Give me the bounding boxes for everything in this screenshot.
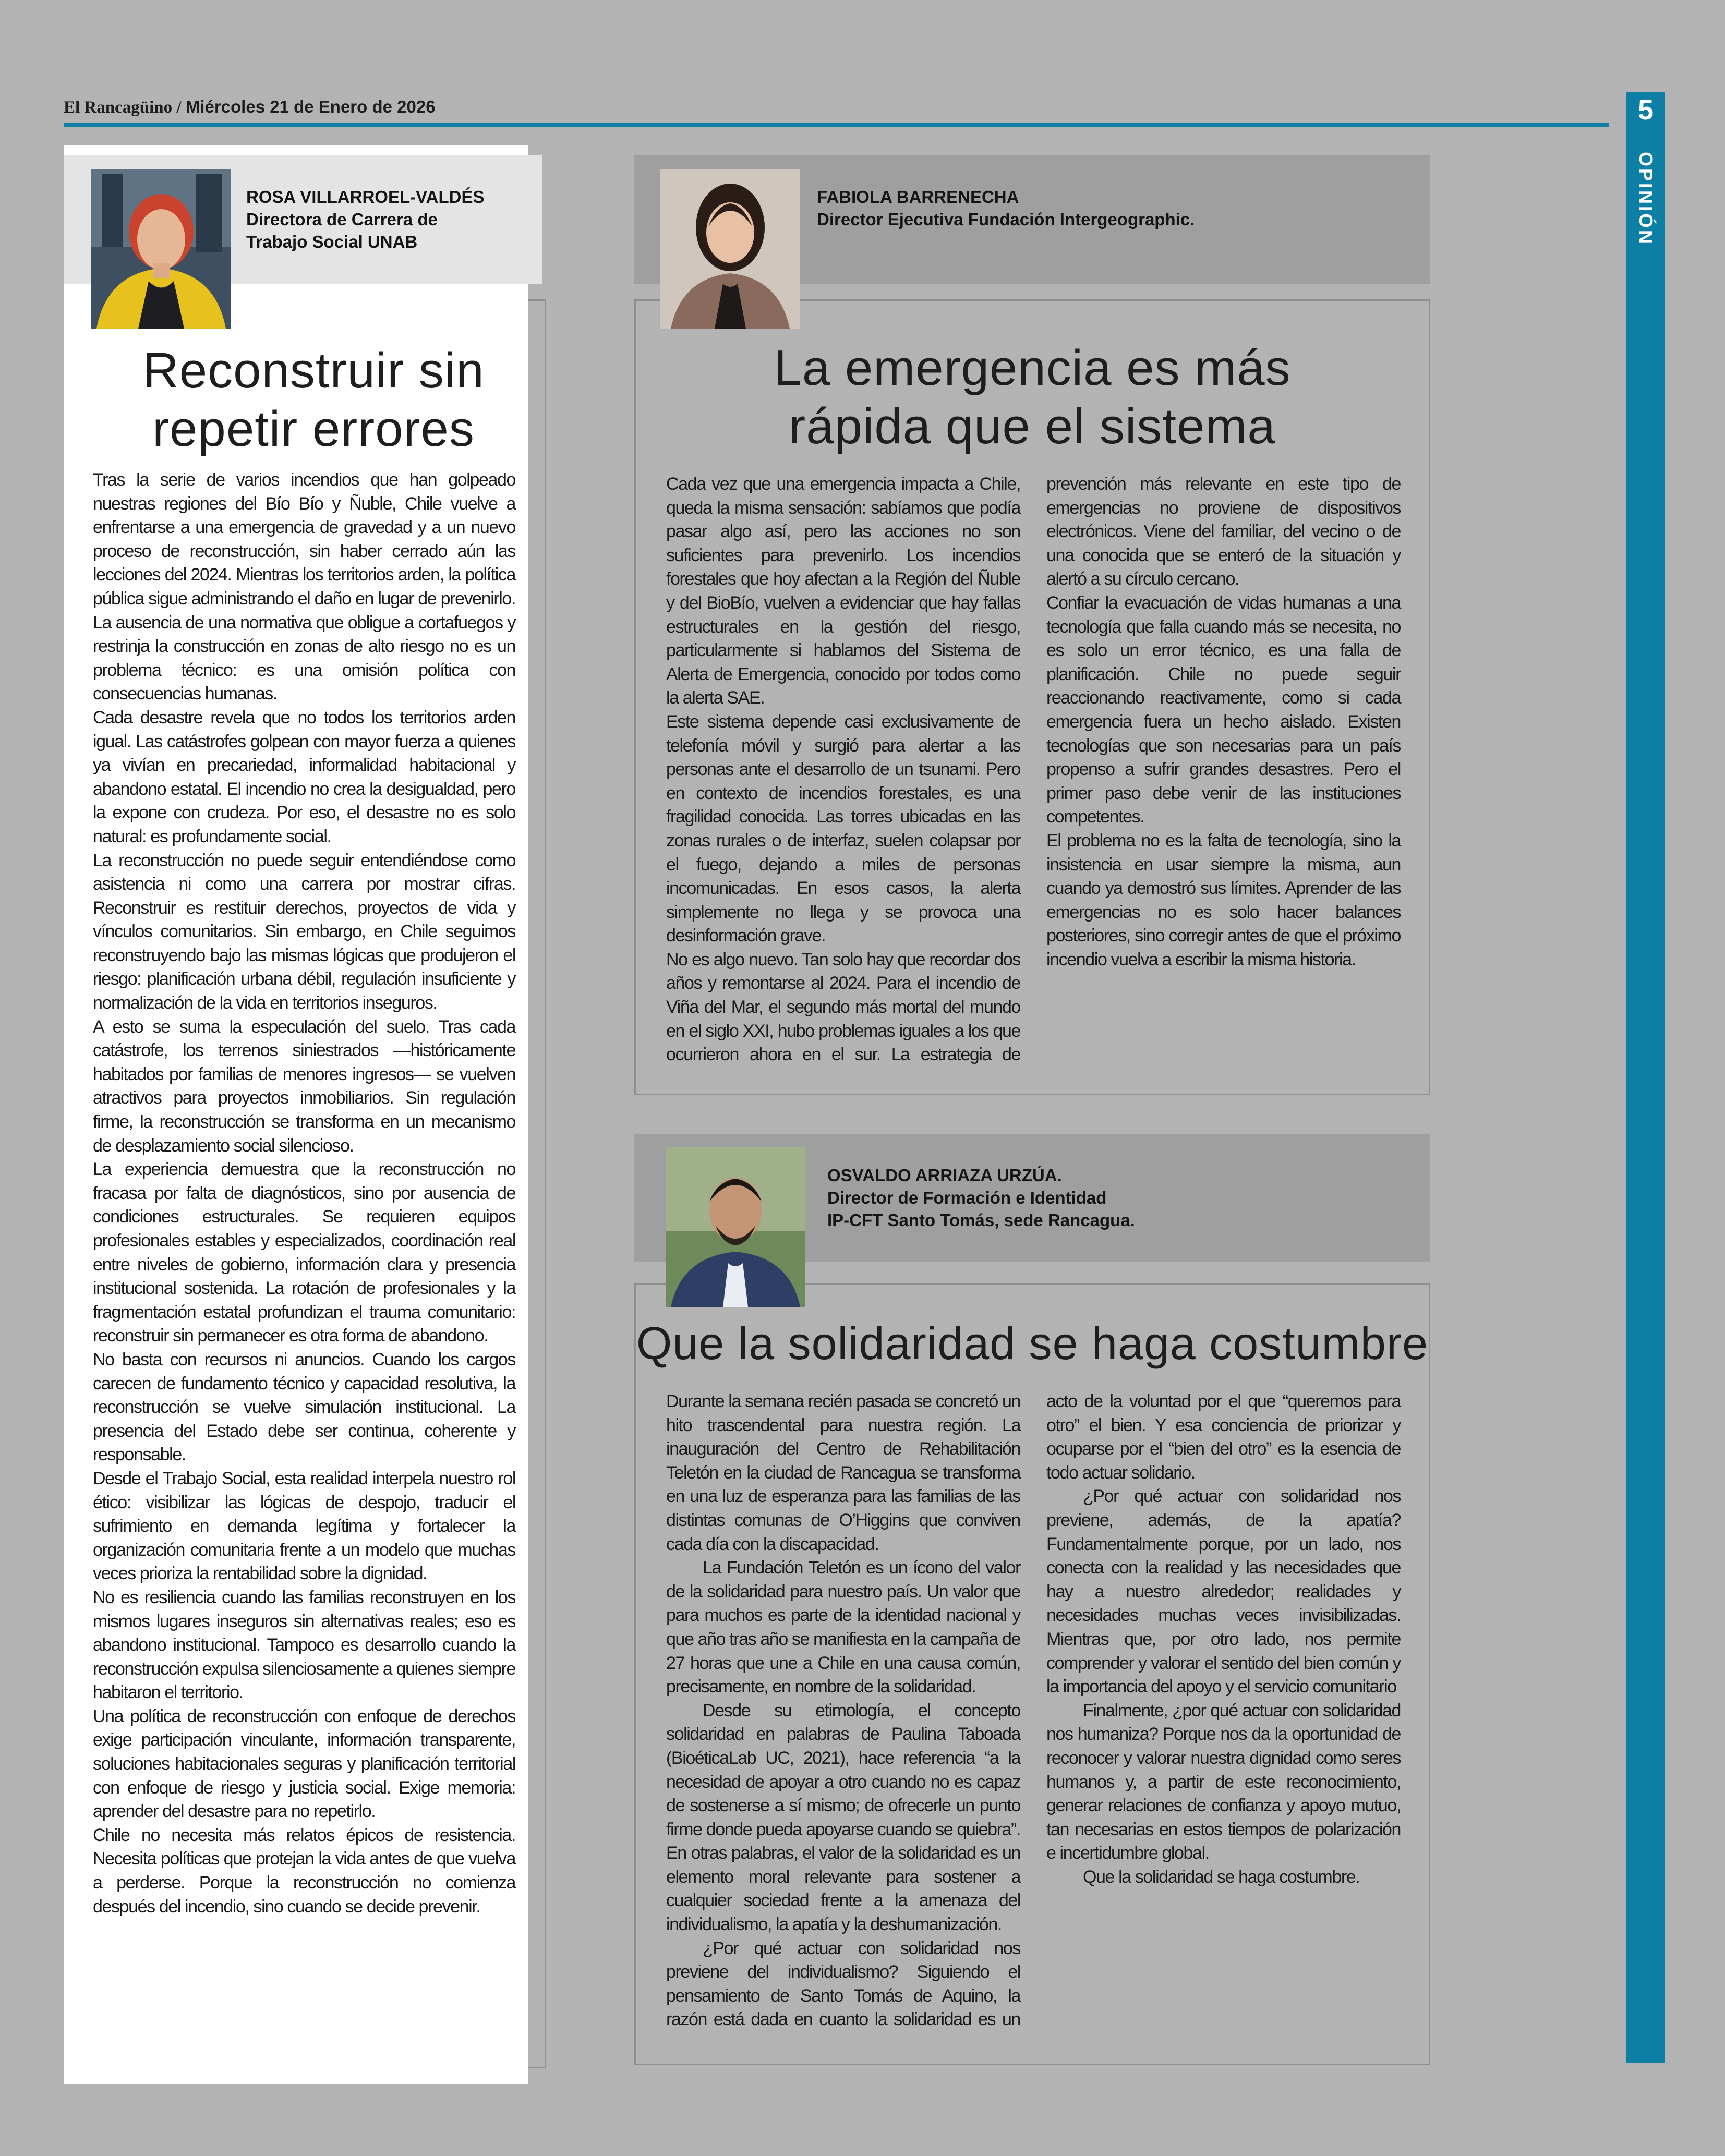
article-3-title [634, 1314, 1430, 1373]
article-1-paragraph: No basta con recursos ni anuncios. Cuando los cargos carecen de fundamento técnico y capacidad resolutiva, la reconstrucción se vuelve simulación institucional. La presencia del Estado debe ser continua, coherente y responsable. [93, 1349, 515, 1465]
article-1-paragraph: Desde el Trabajo Social, esta realidad interpela nuestro rol ético: visibilizar las lógicas de despojo, traducir el sufrimiento en demanda legítima y fortalecer la organización comunitaria frente a un modelo que muchas veces prioriza la rentabilidad sobre la dignidad. [93, 1468, 515, 1584]
article-1-byline [246, 186, 485, 253]
article-1-author-photo [91, 169, 231, 329]
article-3-byline [827, 1164, 1135, 1231]
article-2-author-photo [660, 169, 800, 329]
issue-date: Miércoles 21 de Enero de 2026 [185, 97, 436, 116]
article-1-title-line-2: repetir errores [152, 401, 475, 457]
article-2-byline [817, 186, 1195, 231]
article-1-paragraph: Cada desastre revela que no todos los territorios arden igual. Las catástrofes golpean con mayor fuerza a quienes ya vivían en precariedad, informalidad habitacional y abandono estatal. El incendio no crea la desigualdad, pero la expone con crudeza. Por eso, el desastre no es solo natural: es profundamente social. [93, 707, 515, 846]
article-1-author-name: ROSA VILLARROEL-VALDÉS [246, 187, 485, 207]
page-number: 5 [1637, 94, 1654, 126]
article-2-paragraph: No es algo nuevo. Tan solo hay que recordar dos años y remontarse al 2024. Para el incendio de Viña del Mar, el segundo más mortal del mundo en el siglo XXI, hubo problemas iguales a los que ocurrieron ahora en el sur. La estrategia de prevención más relevante en este tipo de emergencias no proviene de dispositivos electrónicos. Viene del familiar, del vecino o de una conocida que se enteró de la situación y alertó a su círculo cercano. [666, 474, 1401, 1065]
article-1-body [93, 468, 515, 2059]
masthead-rule [64, 123, 1609, 127]
article-3-paragraph: La Fundación Teletón es un ícono del valor de la solidaridad para nuestro país. Un valor que para muchos es parte de la identidad nacional y que año tras año se manifiesta en la campaña de 27 horas que une a Chile en una causa común, precisamente, en nombre de la solidaridad. [666, 1558, 1020, 1697]
article-3-author-name: OSVALDO ARRIAZA URZÚA. [827, 1166, 1062, 1185]
article-2-author-name: FABIOLA BARRENECHA [817, 187, 1019, 207]
article-1-paragraph: Una política de reconstrucción con enfoque de derechos exige participación vinculante, información transparente, soluciones habitacionales seguras y planificación territorial con enfoque de riesgo y justicia social. Exige memoria: aprender del desastre para no repetirlo. [93, 1706, 515, 1822]
article-3-paragraph: Finalmente, ¿por qué actuar con solidaridad nos humaniza? Porque nos da la oportunidad de reconocer y valorar nuestra dignidad como seres humanos y, a partir de este reconocimiento, generar relaciones de confianza y apoyo mutuo, tan necesarias en estos tiempos de polarización e incertidumbre global. [1046, 1700, 1401, 1863]
article-3-paragraph: Que la solidaridad se haga costumbre. [1083, 1867, 1360, 1887]
article-3-author-role-2: IP-CFT Santo Tomás, sede Rancagua. [827, 1210, 1135, 1230]
article-3-author-photo [666, 1147, 805, 1307]
article-1-author-role-1: Directora de Carrera de [246, 210, 438, 229]
article-2-title-line-1: La emergencia es más [774, 340, 1291, 396]
article-3-title-line-1: Que la solidaridad se haga costumbre [636, 1317, 1429, 1369]
article-2-title [634, 339, 1430, 456]
article-3-paragraph: Desde su etimología, el concepto solidaridad en palabras de Paulina Taboada (BioéticaLab UC, 2021), hace referencia “a la necesidad de apoyar a otro cuando no es capaz de sostenerse a sí mismo; de ofrecerle un punto firme donde pueda apoyarse cuando se quiebra”. En otras palabras, el valor de la solidaridad es un elemento moral relevante para sostener a cualquier sociedad frente a la amenaza del individualismo, la apatía y la deshumanización. [666, 1700, 1020, 1935]
article-2-paragraph: Este sistema depende casi exclusivamente de telefonía móvil y surgió para alertar a las personas ante el desarrollo de un tsunami. Pero en contexto de incendios forestales, es una fragilidad conocida. Las torres ubicadas en las zonas rurales o de interfaz, suelen colapsar por el fuego, dejando a miles de personas incomunicadas. En esos casos, la alerta simplemente no llega y se provoca una desinformación grave. [666, 711, 1020, 946]
article-1-paragraph: Tras la serie de varios incendios que han golpeado nuestras regiones del Bío Bío y Ñuble, Chile vuelve a enfrentarse a una emergencia de gravedad y a un nuevo proceso de reconstrucción, sin haber cerrado aún las lecciones del 2024. Mientras los territorios arden, la política pública sigue administrando el daño en lugar de prevenirlo. La ausencia de una normativa que obligue a cortafuegos y restrinja la construcción en zonas de alto riesgo no es un problema técnico: es una omisión política con consecuencias humanas. [93, 470, 515, 704]
author-portrait-icon [660, 169, 800, 329]
newspaper-name: El Rancagüino / [64, 98, 182, 117]
article-2-title-line-2: rápida que el sistema [789, 398, 1276, 454]
article-3-body [666, 1390, 1401, 2047]
article-1-title-line-1: Reconstruir sin [142, 343, 485, 398]
article-3-paragraph: ¿Por qué actuar con solidaridad nos previene, además, de la apatía? Fundamentalmente porque, por un lado, nos conecta con la realidad y las necesidades que hay a nuestro alrededor; realidades y necesidades muchas veces invisibilizadas. Mientras que, por otro lado, nos permite comprender y valorar el sentido del bien común y la importancia del apoyo y el servicio comunitario [1046, 1486, 1401, 1697]
article-2-paragraph: Confiar la evacuación de vidas humanas a una tecnología que falla cuando más se necesita, no es solo un error técnico, es una falla de planificación. Chile no puede seguir reaccionando reactivamente, como si cada emergencia fuera un hecho aislado. Existen tecnologías que son necesarias para un país propenso a sufrir grandes desastres. Pero el primer paso debe venir de las instituciones competentes. [1046, 592, 1401, 827]
article-1-paragraph: A esto se suma la especulación del suelo. Tras cada catástrofe, los terrenos siniestrados —históricamente habitados por familias de menores ingresos— se vuelven atractivos para proyectos inmobiliarios. Sin regulación firme, la reconstrucción se transforma en un mecanismo de desplazamiento social silencioso. [93, 1016, 515, 1156]
masthead [64, 97, 1602, 117]
article-2-author-role: Director Ejecutiva Fundación Intergeographic. [817, 210, 1195, 229]
article-1-paragraph: Chile no necesita más relatos épicos de resistencia. Necesita políticas que protejan la vida antes de que vuelva a perderse. Porque la reconstrucción no comienza después del incendio, sino cuando se decide prevenir. [93, 1825, 515, 1917]
article-2-body [666, 473, 1401, 1072]
article-1-author-role-2: Trabajo Social UNAB [246, 232, 418, 251]
author-portrait-icon [91, 169, 231, 329]
article-3-author-role-1: Director de Formación e Identidad [827, 1188, 1107, 1207]
author-portrait-icon [666, 1147, 805, 1307]
article-3-paragraph: ¿Por qué actuar con solidaridad nos previene del individualismo? Siguiendo el pensamiento de Santo Tomás de Aquino, la razón está dada en cuanto la solidaridad es un acto de la voluntad por el que “queremos para otro” el bien. Y esa conciencia de priorizar y ocuparse por el “bien del otro” es la esencia de todo actuar solidario. [666, 1391, 1401, 2030]
article-2-paragraph: Cada vez que una emergencia impacta a Chile, queda la misma sensación: sabíamos que podía pasar algo así, pero las acciones no son suficientes para prevenirlo. Los incendios forestales que hoy afectan a la Región del Ñuble y del BioBío, vuelven a evidenciar que hay fallas estructurales en la gestión del riesgo, particularmente si hablamos del Sistema de Alerta de Emergencia, conocido por todos como la alerta SAE. [666, 474, 1020, 708]
article-1-paragraph: La experiencia demuestra que la reconstrucción no fracasa por falta de diagnósticos, sino por ausencia de condiciones estructurales. Se requieren equipos profesionales estables y especializados, coordinación real entre niveles de gobierno, información clara y presencia institucional sostenida. La rotación de profesionales y la fragmentación estatal profundizan el trauma comunitario: reconstruir sin permanecer es otra forma de abandono. [93, 1159, 515, 1346]
article-2-paragraph: El problema no es la falta de tecnología, sino la insistencia en usar siempre la misma, aun cuando ya demostró sus límites. Aprender de las emergencias no es solo hacer balances posteriores, sino corregir antes de que el próximo incendio vuelva a escribir la misma historia. [1046, 830, 1401, 970]
article-1-frame [528, 299, 546, 2068]
section-label: OPINIÓN [1635, 152, 1657, 246]
article-1-paragraph: La reconstrucción no puede seguir entendiéndose como asistencia ni como una carrera por mostrar cifras. Reconstruir es restituir derechos, proyectos de vida y vínculos comunitarios. Sin embargo, en Chile seguimos reconstruyendo bajo las mismas lógicas que produjeron el riesgo: planificación urbana débil, regulación insuficiente y normalización de la vida en territorios inseguros. [93, 850, 515, 1013]
section-sidebar [1626, 92, 1665, 2063]
article-3-paragraph: Durante la semana recién pasada se concretó un hito trascendental para nuestra región. La inauguración del Centro de Rehabilitación Teletón en la ciudad de Rancagua se transforma en una luz de esperanza para las familias de las distintas comunas de O’Higgins que conviven cada día con la discapacidad. [666, 1391, 1020, 1554]
article-1-title [64, 342, 563, 458]
article-1-paragraph: No es resiliencia cuando las familias reconstruyen en los mismos lugares inseguros sin alternativas reales; eso es abandono institucional. Tampoco es desarrollo cuando la reconstrucción expulsa silenciosamente a quienes siempre habitaron el territorio. [93, 1587, 515, 1703]
